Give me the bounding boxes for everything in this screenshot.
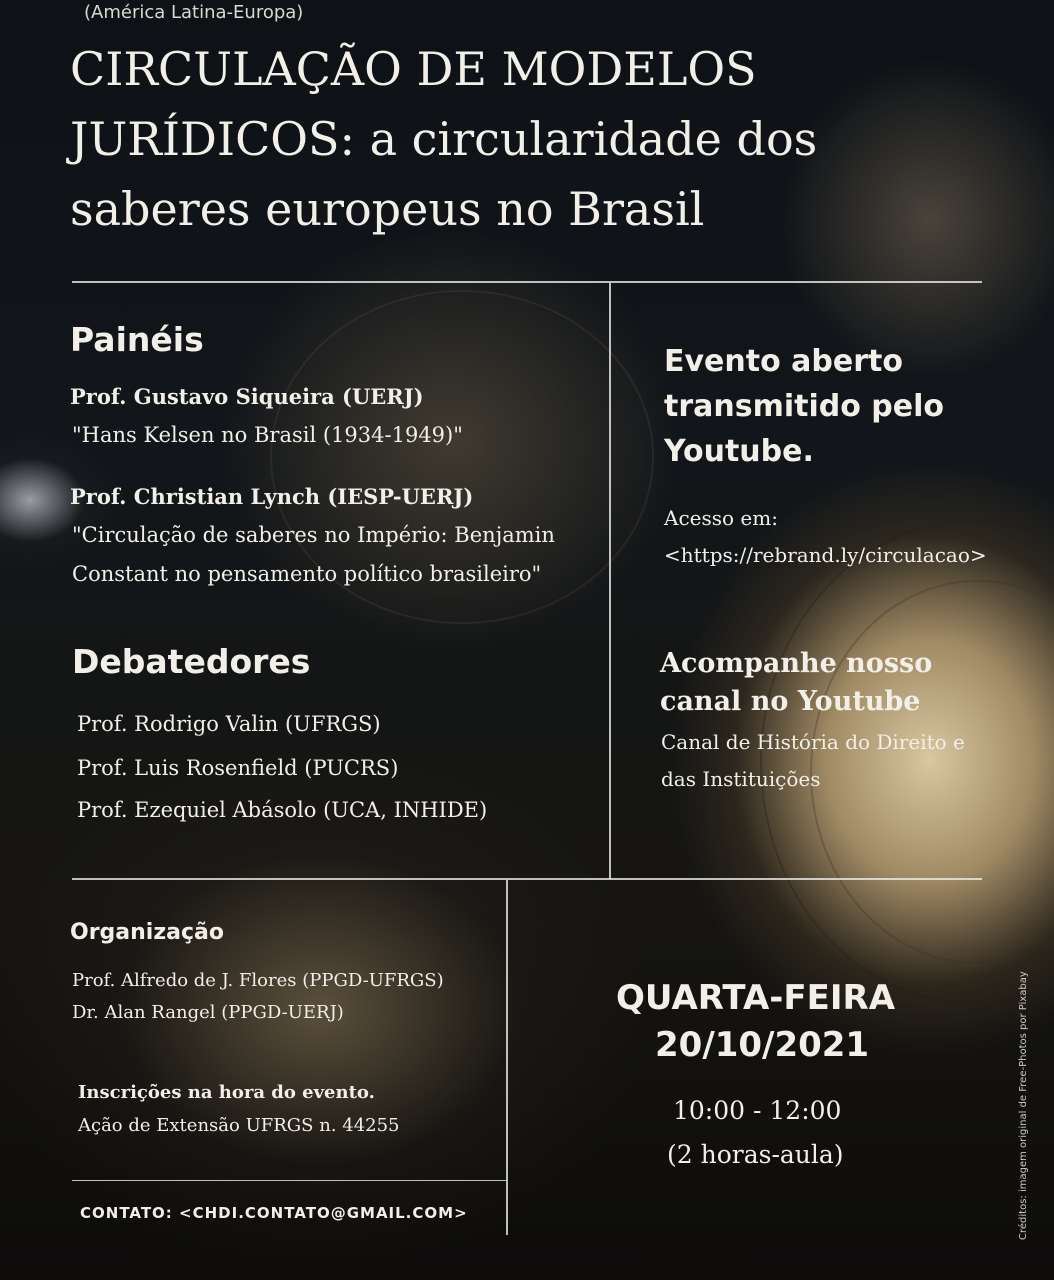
poster-subtitle: (América Latina-Europa) [84,2,304,23]
divider-middle [72,878,982,880]
canal-description: das Instituições [661,767,821,791]
event-weekday: QUARTA-FEIRA [616,978,896,1018]
canal-heading: canal no Youtube [660,686,921,717]
divider-vertical-lower [506,880,508,1235]
debatedor-item: Prof. Luis Rosenfield (PUCRS) [77,756,399,780]
poster-title-line1: CIRCULAÇÃO DE MODELOS [70,42,757,96]
access-label: Acesso em: [664,506,778,530]
extensao-note: Ação de Extensão UFRGS n. 44255 [78,1115,400,1136]
panel-talk-title: "Hans Kelsen no Brasil (1934-1949)" [72,423,463,447]
event-hours: (2 horas-aula) [667,1140,844,1169]
organizacao-heading: Organização [70,920,224,945]
poster-title-line2: JURÍDICOS: a circularidade dos [70,112,818,166]
evento-line: Evento aberto [664,344,903,379]
divider-contact [72,1180,506,1181]
divider-top [72,281,982,283]
panel-speaker: Prof. Christian Lynch (IESP-UERJ) [70,484,474,509]
panel-talk-title: Constant no pensamento político brasileiro" [72,562,542,586]
debatedor-item: Prof. Rodrigo Valin (UFRGS) [77,712,381,736]
panel-speaker: Prof. Gustavo Siqueira (UERJ) [70,384,424,409]
organizador-item: Dr. Alan Rangel (PPGD-UERJ) [72,1002,344,1023]
evento-line: transmitido pelo [664,389,945,424]
event-date: 20/10/2021 [655,1025,870,1065]
divider-vertical-upper [609,283,611,879]
poster-title-line3: saberes europeus no Brasil [70,182,705,236]
debatedores-heading: Debatedores [72,642,311,681]
canal-description: Canal de História do Direito e [661,730,965,754]
debatedor-item: Prof. Ezequiel Abásolo (UCA, INHIDE) [77,798,488,822]
event-time: 10:00 - 12:00 [673,1096,842,1125]
panel-talk-title: "Circulação de saberes no Império: Benjamin [72,523,555,547]
evento-line: Youtube. [664,434,814,469]
inscricoes-note: Inscrições na hora do evento. [78,1082,375,1103]
organizador-item: Prof. Alfredo de J. Flores (PPGD-UFRGS) [72,970,444,991]
canal-heading: Acompanhe nosso [660,648,933,679]
paineis-heading: Painéis [70,320,204,359]
access-link[interactable]: <https://rebrand.ly/circulacao> [664,543,987,567]
contact-email[interactable]: CONTATO: <CHDI.CONTATO@GMAIL.COM> [80,1204,468,1222]
image-credits: Créditos: imagem original de Free-Photos por Pixabay [1018,971,1029,1240]
